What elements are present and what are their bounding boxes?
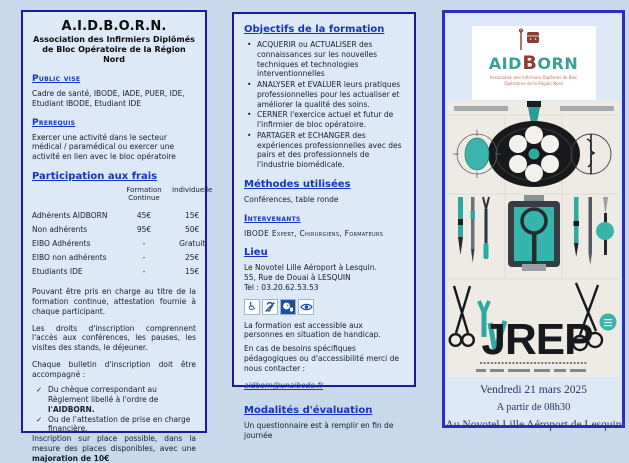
objective-item: • ACQUERIR ou ACTUALISER des connaissances sur les nouvelles techniques et technologies interventionnelles bbox=[244, 40, 404, 79]
fees-row-label: EIBO Adhérents bbox=[32, 238, 91, 248]
fees-row-ind: 15€ bbox=[185, 266, 200, 276]
check-icon: ✓ bbox=[36, 414, 43, 424]
heading-intervenants: Intervenants bbox=[244, 213, 301, 224]
fees-row-fc: 45€ bbox=[136, 210, 152, 220]
middle-panel bbox=[232, 12, 416, 440]
fees-row-fc: 95€ bbox=[136, 224, 152, 234]
logo-tagline: Association des Infirmiers Diplômés de Bloc Opératoire de la Région Nord bbox=[489, 75, 578, 86]
fees-row-label: Non adhérents bbox=[32, 224, 88, 234]
fees-note-3: Chaque bulletin d'inscription doit être accompagné : bbox=[32, 359, 196, 379]
heading-modalites: Modalités d'évaluation bbox=[244, 405, 373, 417]
aidborn-logo bbox=[472, 26, 596, 100]
accessibility-text-2: En cas de besoins spécifiques pédagogiques ou d'accessibilité merci de nous contacter : bbox=[244, 344, 400, 373]
lieu-line-2: 55, Rue de Douai à LESQUIN bbox=[244, 273, 351, 282]
fees-row-ind: 50€ bbox=[185, 224, 200, 234]
left-panel bbox=[21, 10, 213, 463]
heading-participation-frais: Participation aux frais bbox=[32, 170, 158, 182]
bullet-icon: • bbox=[247, 130, 252, 140]
association-title: A.I.D.B.O.R.N. bbox=[61, 19, 167, 34]
bullet-icon: • bbox=[247, 110, 252, 120]
heading-public-vise: Public vise bbox=[32, 74, 81, 84]
bullet-icon: • bbox=[247, 40, 252, 49]
event-time: A partir de 08h30 bbox=[496, 402, 571, 413]
low-vision-icon bbox=[298, 299, 314, 315]
lieu-line-1: Le Novotel Lille Aéroport à Lesquin. bbox=[244, 263, 377, 273]
fees-row-label: Etudiants IDE bbox=[32, 266, 83, 276]
fees-row-fc: - bbox=[142, 238, 146, 248]
fees-col-formation-continue: Formation Continue bbox=[126, 186, 162, 203]
fees-note-2: Les droits d'inscription comprennent l'accès aux conférences, les pauses, les visites des stands, le déjeuner. bbox=[32, 323, 196, 352]
fees-row-ind: Gratuit bbox=[179, 238, 206, 248]
fees-row-ind: 15€ bbox=[185, 210, 200, 220]
event-date: Vendredi 21 mars 2025 bbox=[480, 384, 587, 396]
prerequis-body: Exercer une activité dans le secteur médical / paramédical ou exercer une activité en lien avec le bloc opératoire bbox=[32, 132, 176, 161]
methodes-body: Conférences, table ronde bbox=[244, 194, 339, 204]
objective-item: • PARTAGER et ECHANGER des expériences professionnelles avec des pairs et des professionnels de l'industrie biomédicale. bbox=[244, 131, 404, 170]
heading-prerequis: Prerequis bbox=[32, 117, 76, 128]
heading-lieu: Lieu bbox=[244, 247, 268, 259]
check-item-attestation: ✓ Ou de l'attestation de prise en charge financière. bbox=[36, 414, 191, 434]
accessibility-icons bbox=[244, 299, 404, 315]
event-place: Au Novotel Lille Aéroport de Lesquin bbox=[445, 419, 622, 431]
hearing-impairment-icon bbox=[262, 299, 278, 315]
heading-objectifs: Objectifs de la formation bbox=[244, 24, 385, 35]
event-details bbox=[445, 380, 622, 431]
objectives-list bbox=[244, 40, 404, 170]
accessibility-text-1: La formation est accessible aux personnes en situation de handicap. bbox=[244, 320, 381, 340]
heading-methodes: Méthodes utilisées bbox=[244, 178, 351, 190]
association-subtitle: Association des Infirmiers Diplômés de Bloc Opératoire de la Région Nord bbox=[33, 35, 195, 64]
logo-figure-icon bbox=[473, 28, 595, 50]
wheelchair-icon: ♿ bbox=[244, 299, 260, 315]
right-panel bbox=[442, 10, 625, 431]
modalites-body: Un questionnaire est à remplir en fin de journée bbox=[244, 421, 394, 440]
objective-item: • CERNER l'exercice actuel et futur de l'infirmier de bloc opératoire. bbox=[244, 110, 404, 130]
fees-col-individuelle: Individuelle bbox=[172, 186, 213, 195]
lieu-line-3: Tel : 03.20.62.53.53 bbox=[244, 282, 319, 292]
fees-table bbox=[32, 184, 213, 279]
fees-note-1: Pouvant être pris en charge au titre de la formation continue, attestation fournie à chaque participant. bbox=[32, 287, 196, 316]
contact-email-link[interactable]: aidborn@unaibode.fr bbox=[244, 381, 324, 391]
fees-row-label: Adhérents AIDBORN bbox=[32, 210, 108, 220]
sign-language-icon bbox=[280, 299, 296, 315]
check-item-cheque: ✓ Du chèque correspondant au Règlement libellé à l'ordre de l'AIDBORN. bbox=[36, 385, 159, 414]
logo-wordmark: AID B ORN bbox=[488, 52, 579, 74]
objective-item: • ANALYSER et EVALUER leurs pratiques professionnelles pour les actualiser et améliorer la qualité des soins. bbox=[244, 80, 404, 109]
fees-row-label: EIBO non adhérents bbox=[32, 252, 107, 262]
bullet-icon: • bbox=[247, 80, 252, 89]
fees-row-ind: 25€ bbox=[185, 252, 200, 262]
onsite-registration-note: Inscription sur place possible, dans la mesure des places disponibles, avec une majoration de 10€ bbox=[32, 434, 196, 463]
public-vise-body: Cadre de santé, IBODE, IADE, PUER, IDE, Etudiant IBODE, Etudiant IDE bbox=[32, 89, 185, 108]
intervenants-body: IBODE Expert, Chirurgiens, Formateurs bbox=[244, 228, 384, 238]
jrep-poster-image bbox=[448, 101, 619, 377]
fees-row-fc: - bbox=[142, 252, 146, 262]
check-icon: ✓ bbox=[36, 385, 43, 395]
poster-title: JREP bbox=[481, 315, 593, 364]
fees-row-fc: - bbox=[142, 266, 146, 276]
